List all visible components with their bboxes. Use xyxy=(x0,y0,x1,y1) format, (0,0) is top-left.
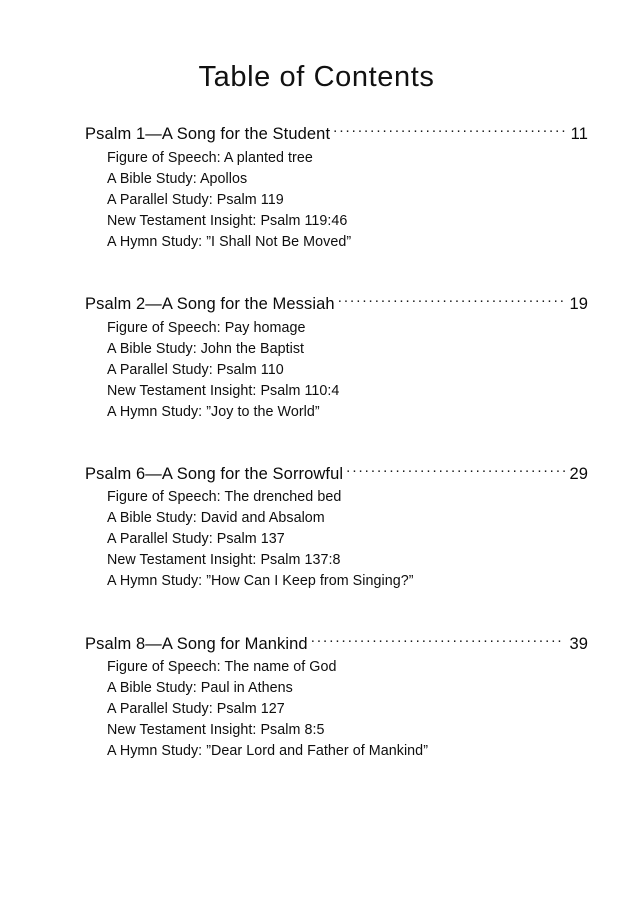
list-item: New Testament Insight: Psalm 8:5 xyxy=(107,722,325,739)
toc-group xyxy=(85,123,588,253)
toc-entry[interactable] xyxy=(85,632,588,655)
list-item: A Hymn Study: ”Joy to the World” xyxy=(107,403,320,420)
toc-group xyxy=(85,632,588,762)
toc-entry[interactable] xyxy=(85,463,588,486)
toc-entry-title: Psalm 6—A Song for the Sorrowful xyxy=(85,465,344,484)
list-item: A Bible Study: Paul in Athens xyxy=(107,680,293,697)
list-item: A Hymn Study: ”Dear Lord and Father of Mankind” xyxy=(107,743,428,760)
toc-entry-title: Psalm 2—A Song for the Messiah xyxy=(85,295,335,314)
list-item: A Bible Study: David and Absalom xyxy=(107,510,325,527)
toc-entry[interactable] xyxy=(85,293,588,316)
list-item: New Testament Insight: Psalm 110:4 xyxy=(107,382,340,399)
list-item: A Parallel Study: Psalm 127 xyxy=(107,701,285,718)
dot-leader xyxy=(333,123,565,140)
toc-subitem-list xyxy=(85,487,588,592)
toc-entry-title: Psalm 8—A Song for Mankind xyxy=(85,634,308,653)
list-item: A Hymn Study: ”How Can I Keep from Singing?” xyxy=(107,573,414,590)
toc-entry-page-number: 39 xyxy=(569,634,588,653)
list-item: A Bible Study: John the Baptist xyxy=(107,340,305,357)
toc-entry-page-number: 19 xyxy=(569,295,588,314)
toc-group xyxy=(85,293,588,423)
dot-leader xyxy=(338,293,565,310)
toc-subitem-list xyxy=(85,657,588,762)
list-item: A Hymn Study: ”I Shall Not Be Moved” xyxy=(107,233,352,250)
list-item: Figure of Speech: Pay homage xyxy=(107,319,306,336)
list-item: A Bible Study: Apollos xyxy=(107,170,248,187)
dot-leader xyxy=(311,632,565,649)
list-item: New Testament Insight: Psalm 137:8 xyxy=(107,552,341,569)
list-item: A Parallel Study: Psalm 110 xyxy=(107,361,284,378)
list-item: A Parallel Study: Psalm 137 xyxy=(107,531,285,548)
toc-entry-list xyxy=(0,123,633,762)
toc-subitem-list xyxy=(85,318,588,423)
toc-entry-page-number: 29 xyxy=(569,465,588,484)
toc-entry-page-number: 11 xyxy=(570,125,588,144)
dot-leader xyxy=(346,463,565,480)
toc-subitem-list xyxy=(85,148,588,253)
list-item: Figure of Speech: The drenched bed xyxy=(107,489,342,506)
list-item: A Parallel Study: Psalm 119 xyxy=(107,191,284,208)
list-item: Figure of Speech: A planted tree xyxy=(107,149,313,166)
toc-entry[interactable] xyxy=(85,123,588,146)
page-title: Table of Contents xyxy=(198,61,435,93)
toc-group xyxy=(85,463,588,593)
list-item: New Testament Insight: Psalm 119:46 xyxy=(107,212,348,229)
list-item: Figure of Speech: The name of God xyxy=(107,659,337,676)
toc-entry-title: Psalm 1—A Song for the Student xyxy=(85,125,331,144)
